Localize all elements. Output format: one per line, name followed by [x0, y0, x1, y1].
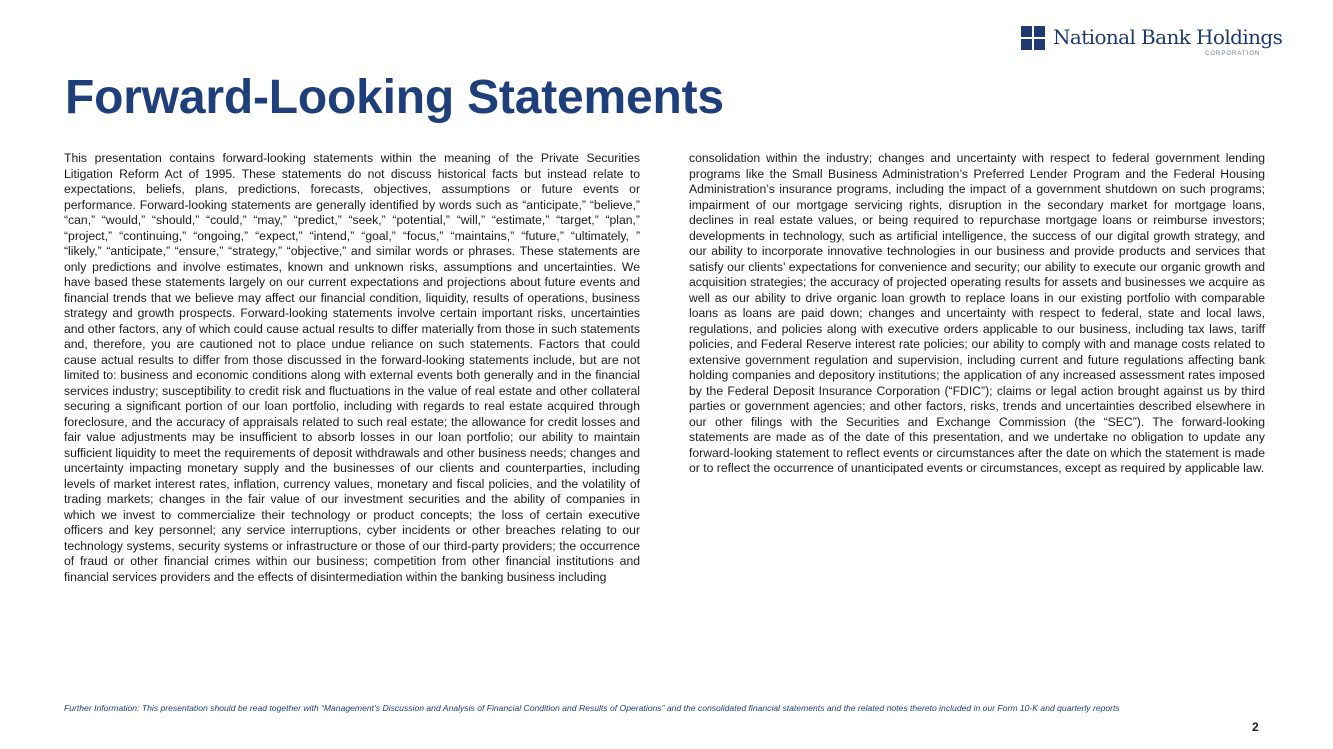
body-text-left-column: This presentation contains forward-looking statements within the meaning of the Private Securities Litigation Reform Act of 1995. These statements do not discuss historical facts but instead relate to expectations, beliefs, plans, predictions, forecasts, objectives, assumptions or future events or performance. Forward-looking statements are generally identified by words such as “anticipate,” “believe,” “can,” “would,” “should,” “could,” “may,” “predict,” “seek,” “potential,” “will,” “estimate,” “target,” “plan,” “project,” “continuing,” “ongoing,” “expect,” “intend,” “goal,” “focus,” “maintains,” “future,” “ultimately, ” “likely,” “anticipate,” “ensure,” “strategy,” “objective,” and similar words or phrases. These statements are only predictions and involve estimates, known and unknown risks, assumptions and uncertainties. We have based these statements largely on our current expectations and projections about future events and financial trends that we believe may affect our financial condition, liquidity, results of operations, business strategy and growth prospects. Forward-looking statements involve certain important risks, uncertainties and other factors, any of which could cause actual results to differ materially from those in such statements and, therefore, you are cautioned not to place undue reliance on such statements. Factors that could cause actual results to differ from those discussed in the forward-looking statements include, but are not limited to: business and economic conditions along with external events both generally and in the financial services industry; susceptibility to credit risk and fluctuations in the value of real estate and other collateral securing a significant portion of our loan portfolio, including with regards to real estate acquired through foreclosure, and the accuracy of appraisals related to such real estate; the allowance for credit losses and fair value adjustments may be insufficient to absorb losses in our loan portfolio; our ability to maintain sufficient liquidity to meet the requirements of deposit withdrawals and other business needs; changes and uncertainty impacting monetary supply and the businesses of our clients and counterparties, including levels of market interest rates, inflation, currency values, monetary and fiscal policies, and the volatility of trading markets; changes in the fair value of our investment securities and the ability of companies in which we invest to commercialize their technology or product concepts; the loss of certain executive officers and key personnel; any service interruptions, cyber incidents or other breaches relating to our technology systems, security systems or infrastructure or those of our third-party providers; the occurrence of fraud or other financial crimes within our business; competition from other financial institutions and financial services providers and the effects of disintermediation within the banking business including — [64, 151, 640, 584]
page-number: 2 — [1252, 720, 1259, 734]
slide-title: Forward-Looking Statements — [65, 71, 724, 124]
logo-wordmark — [1053, 24, 1282, 58]
four-squares-logo-icon — [1021, 26, 1045, 50]
body-text-right-column: consolidation within the industry; changes and uncertainty with respect to federal government lending programs like the Small Business Administration’s Preferred Lender Program and the Federal Housing Administration’s insurance programs, including the impact of a government shutdown on such programs; impairment of our mortgage servicing rights, disruption in the secondary market for mortgage loans, declines in real estate values, or being required to repurchase mortgage loans or reimburse investors; developments in technology, such as artificial intelligence, the success of our digital growth strategy, and our ability to incorporate innovative technologies in our business and provide products and services that satisfy our clients’ expectations for convenience and security; our ability to execute our organic growth and acquisition strategies; the accuracy of projected operating results for assets and businesses we acquire as well as our ability to drive organic loan growth to replace loans in our existing portfolio with comparable loans as loans are paid down; changes and uncertainty with respect to federal, state and local laws, regulations, and policies along with executive orders applicable to our business, including tax laws, tariff policies, and Federal Reserve interest rate policies; our ability to comply with and manage costs related to extensive government regulation and supervision, including current and future regulations affecting bank holding companies and depository institutions; the application of any increased assessment rates imposed by the Federal Deposit Insurance Corporation (“FDIC”); claims or legal action brought against us by third parties or government agencies; and other factors, risks, trends and uncertainties described elsewhere in our other filings with the Securities and Exchange Commission (the “SEC”). The forward-looking statements are made as of the date of this presentation, and we undertake no obligation to update any forward-looking statement to reflect events or circumstances after the date on which the statement is made or to reflect the occurrence of unanticipated events or circumstances, except as required by applicable law. — [689, 151, 1265, 475]
brand-name: National Bank Holdings — [1053, 25, 1283, 49]
footnote: Further Information: This presentation should be read together with “Management’s Discussion and Analysis of Financial Condition and Results of Operations” and the consolidated financial statements and the related notes thereto included in our Form 10-K and quarterly reports — [64, 703, 1120, 713]
brand-subtitle: CORPORATION — [1205, 51, 1261, 57]
brand-logo — [1021, 24, 1282, 58]
